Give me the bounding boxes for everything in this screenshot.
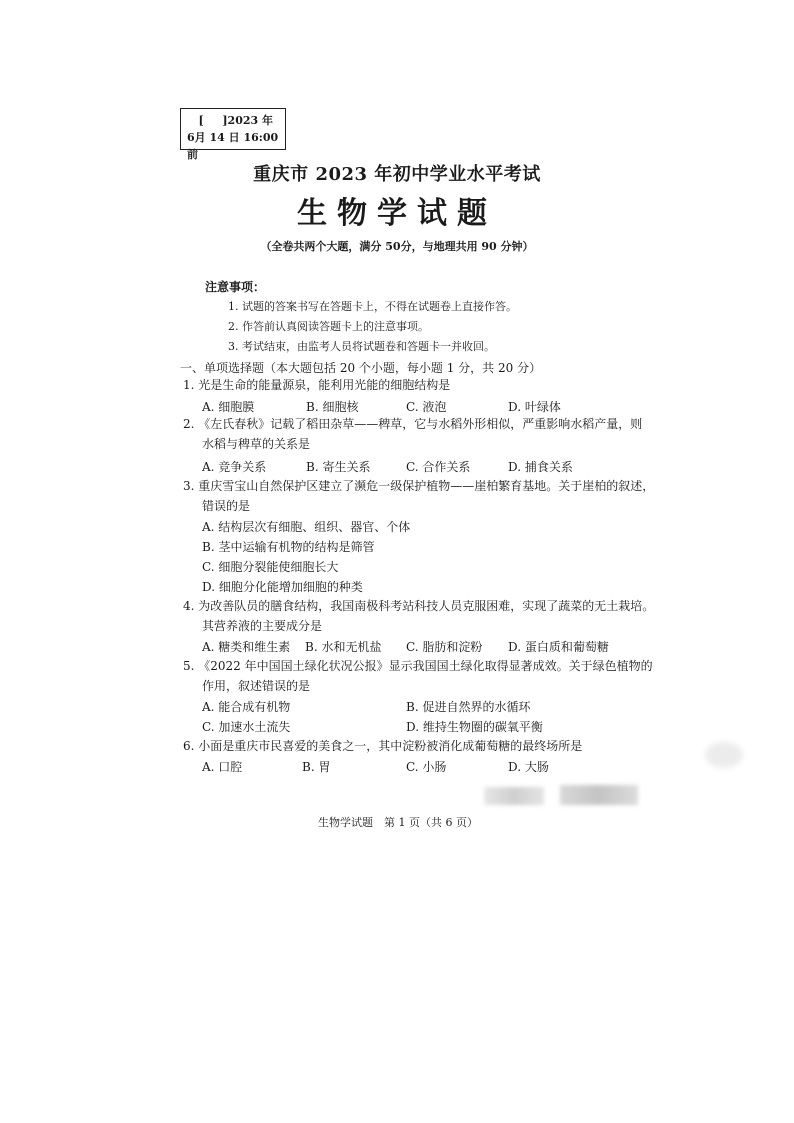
answer-option: A. 能合成有机物 (202, 700, 291, 714)
question-stem: 3. 重庆雪宝山自然保护区建立了濒危一级保护植物——崖柏繁育基地。关于崖柏的叙述， (183, 479, 655, 493)
answer-option: C. 液泡 (406, 400, 447, 414)
stamp-line-1: [ ]2023 年 (198, 114, 273, 127)
exam-title: 重庆市 2023 年初中学业水平考试 (253, 164, 541, 185)
answer-option: C. 细胞分裂能使细胞长大 (202, 560, 339, 574)
notice-item: 3. 考试结束，由监考人员将试题卷和答题卡一并收回。 (228, 340, 495, 353)
question-stem: 5. 《2022 年中国国土绿化状况公报》显示我国国土绿化取得显著成效。关于绿色植物的 (183, 659, 653, 673)
answer-option: B. 细胞核 (306, 400, 359, 414)
stamp-line-2: 6月 14 日 16:00 前 (187, 131, 279, 161)
question-stem: 水稻与稗草的关系是 (202, 437, 311, 451)
answer-option: D. 细胞分化能增加细胞的种类 (202, 580, 363, 594)
notice-item: 2. 作答前认真阅读答题卡上的注意事项。 (228, 320, 429, 333)
answer-option: B. 茎中运输有机物的结构是筛管 (202, 540, 375, 554)
question-stem: 4. 为改善队员的膳食结构，我国南极科考站科技人员克服困难，实现了蔬菜的无土栽培。 (183, 599, 655, 613)
smudge-mark (705, 742, 743, 768)
answer-option: A. 口腔 (202, 760, 243, 774)
answer-option: B. 胃 (302, 760, 331, 774)
question-stem: 错误的是 (202, 499, 251, 513)
question-stem: 其营养液的主要成分是 (202, 619, 323, 633)
question-stem: 6. 小面是重庆市民喜爱的美食之一，其中淀粉被消化成葡萄糖的最终场所是 (183, 739, 583, 753)
answer-option: C. 合作关系 (406, 460, 471, 474)
answer-option: A. 竞争关系 (202, 460, 267, 474)
answer-option: C. 小肠 (406, 760, 447, 774)
section-title: 一、单项选择题（本大题包括 20 个小题，每小题 1 分，共 20 分） (180, 361, 542, 375)
answer-option: A. 细胞膜 (202, 400, 255, 414)
answer-option: B. 水和无机盐 (305, 640, 382, 654)
exam-note: （全卷共两个大题，满分 50分，与地理共用 90 分钟） (260, 240, 534, 253)
answer-option: D. 叶绿体 (508, 400, 561, 414)
notice-item: 1. 试题的答案书写在答题卡上，不得在试题卷上直接作答。 (228, 300, 517, 313)
answer-option: D. 蛋白质和葡萄糖 (508, 640, 609, 654)
answer-option: D. 维持生物圈的碳氧平衡 (406, 720, 543, 734)
question-stem: 1. 光是生命的能量源泉，能利用光能的细胞结构是 (183, 378, 451, 392)
answer-option: B. 促进自然界的水循环 (406, 700, 531, 714)
answer-option: B. 寄生关系 (306, 460, 371, 474)
answer-option: C. 脂肪和淀粉 (406, 640, 483, 654)
subject-title: 生物学试题 (297, 196, 497, 231)
answer-option: D. 大肠 (508, 760, 549, 774)
blurred-watermark (484, 787, 544, 805)
question-stem: 2. 《左氏春秋》记载了稻田杂草——稗草，它与水稻外形相似，严重影响水稻产量，则 (183, 417, 643, 431)
answer-option: A. 糖类和维生素 (202, 640, 291, 654)
question-stem: 作用，叙述错误的是 (202, 679, 311, 693)
answer-option: A. 结构层次有细胞、组织、器官、个体 (202, 520, 411, 534)
answer-option: C. 加速水土流失 (202, 720, 291, 734)
deadline-stamp (180, 108, 286, 161)
notice-title: 注意事项： (205, 280, 266, 294)
page-footer: 生物学试题 第 1 页（共 6 页） (318, 816, 478, 829)
blurred-watermark (560, 785, 638, 805)
answer-option: D. 捕食关系 (508, 460, 573, 474)
